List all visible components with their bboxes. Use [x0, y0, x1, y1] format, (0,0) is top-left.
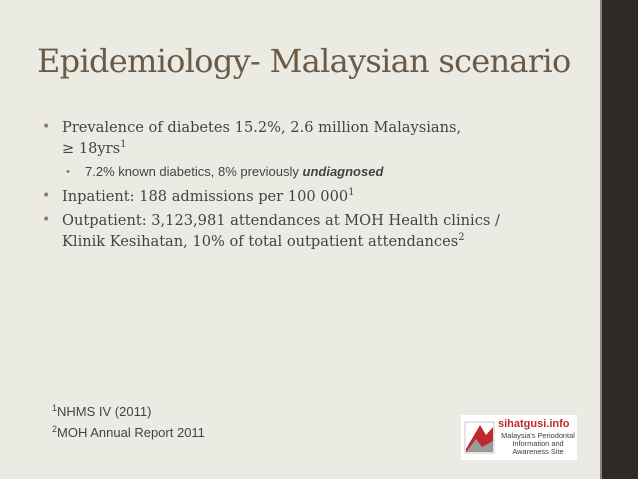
bullet-text-line2: Klinik Kesihatan, 10% of total outpatient attendances [62, 233, 459, 250]
footnote-marker: 2 [458, 232, 465, 243]
reference-item [52, 401, 205, 422]
references [52, 401, 205, 443]
logo-tagline: Malaysia's Periodontal Information and Awareness Site [501, 431, 575, 456]
sihatgusi-logo [461, 415, 577, 460]
bullet-outpatient [38, 210, 598, 252]
footnote-marker: 1 [120, 139, 127, 150]
bullet-inpatient [38, 186, 598, 207]
bullet-dot-icon: • [42, 188, 51, 204]
bullet-prevalence [38, 117, 598, 159]
sub-bullet-diagnosed [38, 162, 598, 182]
bullet-dot-icon: • [42, 212, 51, 228]
reference-item [52, 422, 205, 443]
footnote-marker: 1 [348, 187, 355, 198]
sub-bullet-emphasis: undiagnosed [302, 164, 384, 179]
sub-bullet-text: 7.2% known diabetics, 8% previously [85, 164, 303, 179]
bullet-text-line2: ≥ 18yrs [62, 140, 121, 157]
bullet-text: Prevalence of diabetes 15.2%, 2.6 million Malaysians, [62, 119, 462, 136]
reference-marker: 1 [52, 403, 58, 413]
bullet-dot-icon: • [42, 119, 51, 135]
slide-title: Epidemiology- Malaysian scenario [37, 42, 571, 80]
logo-brand: sihatgusi.info [498, 418, 570, 430]
bullet-text: Outpatient: 3,123,981 attendances at MOH Health clinics / [62, 212, 500, 229]
sub-bullet-dot-icon: • [66, 166, 70, 178]
reference-marker: 2 [52, 424, 58, 434]
slide-content [38, 117, 598, 252]
tooth-logo-icon [464, 421, 495, 454]
side-accent-bar [600, 0, 638, 479]
bullet-text: Inpatient: 188 admissions per 100 000 [62, 188, 349, 205]
reference-text: MOH Annual Report 2011 [57, 425, 205, 440]
reference-text: NHMS IV (2011) [57, 404, 152, 419]
